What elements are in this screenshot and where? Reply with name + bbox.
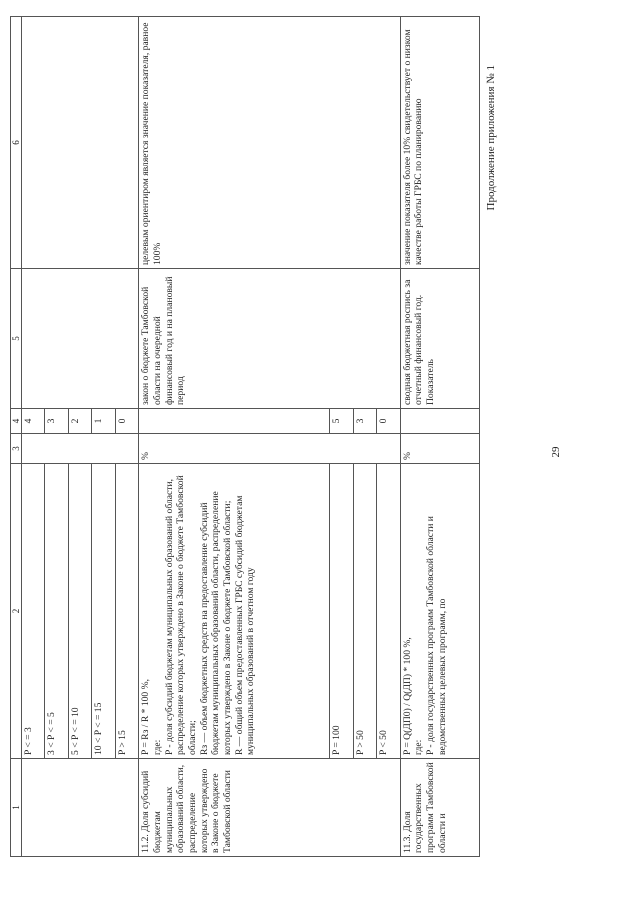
note-cell: целевым ориентиром является значение показателя, равное 100% bbox=[139, 17, 401, 269]
score-value: 1 bbox=[92, 409, 115, 434]
source-cell: закон о бюджете Тамбовской области на очередной финансовый год и на плановый период bbox=[139, 269, 401, 409]
column-number: 6 bbox=[11, 17, 22, 269]
table-row bbox=[400, 17, 479, 857]
table-row bbox=[139, 17, 330, 857]
score-value: 0 bbox=[377, 409, 400, 434]
score-value-empty bbox=[400, 409, 479, 434]
page-number: 29 bbox=[550, 446, 562, 458]
column-number: 4 bbox=[11, 409, 22, 434]
column-number: 1 bbox=[11, 759, 22, 857]
indicator-cell bbox=[22, 759, 139, 857]
formula-description: где: P - доля государственных программ Тамбовской области и ведомственных целевых программ, по bbox=[413, 516, 448, 755]
column-number: 3 bbox=[11, 434, 22, 464]
score-value: 3 bbox=[45, 409, 68, 434]
source-cell: сводная бюджетная роспись за отчетный финансовый год. Показатель bbox=[400, 269, 479, 409]
column-number: 5 bbox=[11, 269, 22, 409]
score-condition: P > 15 bbox=[115, 464, 138, 759]
formula-cell bbox=[139, 464, 330, 759]
table-row bbox=[22, 17, 45, 857]
score-condition: P < 50 bbox=[377, 464, 400, 759]
score-condition: 3 < P < = 5 bbox=[45, 464, 68, 759]
formula-cell bbox=[400, 464, 479, 759]
source-cell bbox=[22, 269, 139, 409]
score-value: 2 bbox=[68, 409, 91, 434]
score-condition: P = 100 bbox=[330, 464, 353, 759]
column-number: 2 bbox=[11, 464, 22, 759]
score-value: 5 bbox=[330, 409, 353, 434]
indicator-cell: 11.3. Доля государственных программ Тамбовской области и bbox=[400, 759, 479, 857]
unit-cell: % bbox=[139, 434, 401, 464]
note-cell bbox=[22, 17, 139, 269]
score-value: 3 bbox=[353, 409, 376, 434]
appendix-label: Продолжение приложения № 1 bbox=[485, 65, 497, 211]
formula: P = Rз / R * 100 %, bbox=[140, 678, 152, 755]
unit-cell: % bbox=[400, 434, 479, 464]
score-value: 0 bbox=[115, 409, 138, 434]
note-cell: значение показателя более 10% свидетельствует о низком качестве работы ГРБС по планированию bbox=[400, 17, 479, 269]
score-condition: P > 50 bbox=[353, 464, 376, 759]
score-value: 4 bbox=[22, 409, 45, 434]
unit-cell bbox=[22, 434, 139, 464]
column-number-row bbox=[11, 17, 22, 857]
score-condition: P < = 3 bbox=[22, 464, 45, 759]
score-condition: 10 < P < = 15 bbox=[92, 464, 115, 759]
indicator-table bbox=[10, 16, 480, 857]
indicator-cell: 11.2. Доля субсидий бюджетам муниципальных образований области, распределение которых утверждено в Законе о бюджете Тамбовской области bbox=[139, 759, 401, 857]
formula: P = Q(ДП0) / Q(ДП) * 100 %, bbox=[401, 637, 413, 755]
formula-description: где: P - доля субсидий бюджетам муниципальных образований области, распределение которых утверждено в Законе о бюджете Тамбовской области; Rз — объем бюджетных средств на предоставление субсидий бюджетам муниципальных образований области, распределение которых утверждено в Законе о бюджете Тамбовской области; R — общий объем предоставленных ГРБС субсидий бюджетам муниципальных образований в отчетном году bbox=[151, 475, 257, 755]
score-condition: 5 < P < = 10 bbox=[68, 464, 91, 759]
score-value-empty bbox=[139, 409, 330, 434]
